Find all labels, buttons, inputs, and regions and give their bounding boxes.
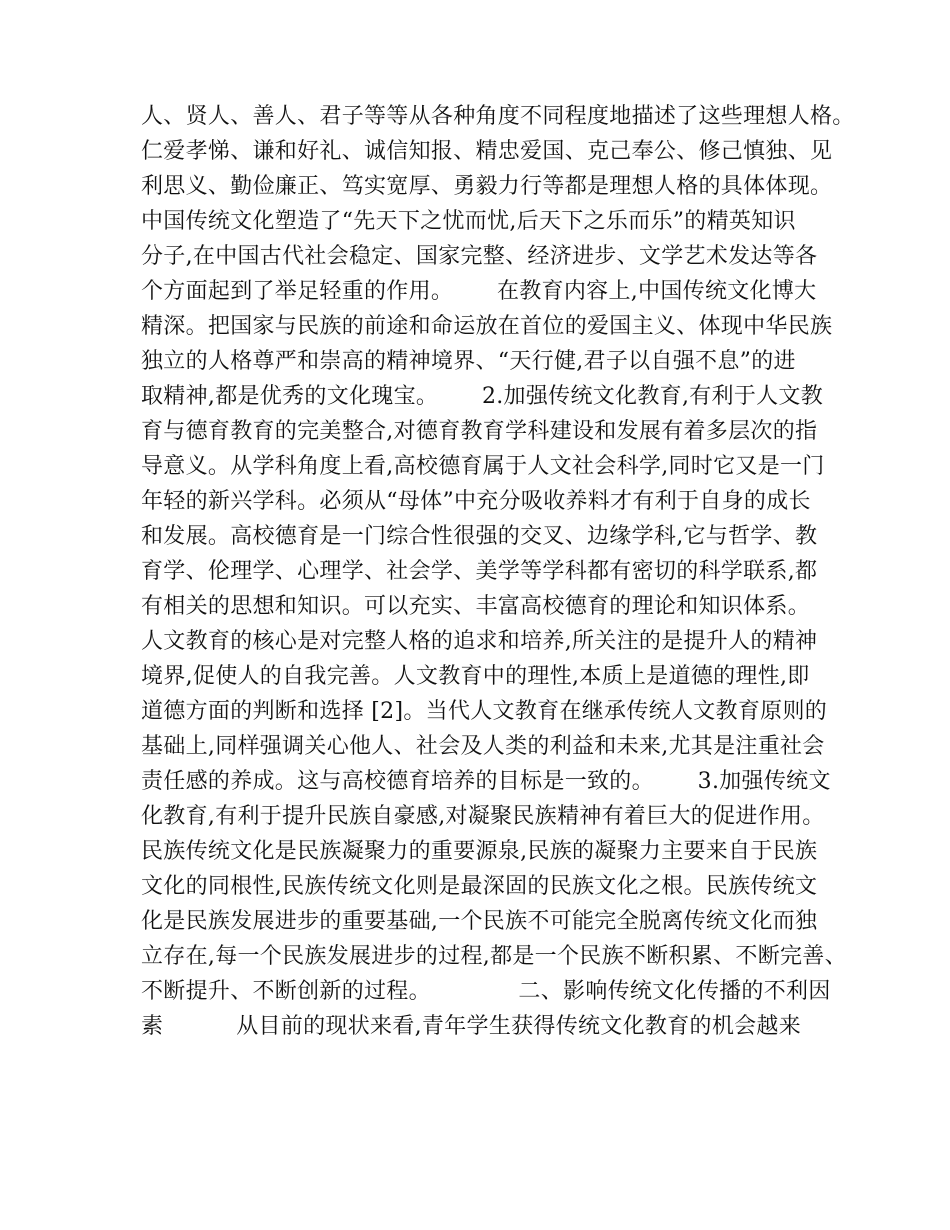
text-line: 中国传统文化塑造了“先天下之忧而忧,后天下之乐而乐”的精英知识 xyxy=(141,209,796,234)
text-line: 文化的同根性,民族传统文化则是最深固的民族文化之根。民族传统文 xyxy=(141,874,818,899)
text-line: 化教育,有利于提升民族自豪感,对凝聚民族精神有着巨大的促进作用。 xyxy=(141,804,825,829)
text-line: 不断提升、不断创新的过程。 二、影响传统文化传播的不利因 xyxy=(141,979,831,1004)
text-line: 导意义。从学科角度上看,高校德育属于人文社会科学,同时它又是一门 xyxy=(141,454,825,479)
text-line: 人文教育的核心是对完整人格的追求和培养,所关注的是提升人的精神 xyxy=(141,629,818,654)
text-line: 道德方面的判断和选择 [2]。当代人文教育在继承传统人文教育原则的 xyxy=(141,699,828,724)
text-line: 利思义、勤俭廉正、笃实宽厚、勇毅力行等都是理想人格的具体体现。 xyxy=(141,174,833,199)
text-line: 取精神,都是优秀的文化瑰宝。 2.加强传统文化教育,有利于人文教 xyxy=(141,384,824,409)
text-line: 育与德育教育的完美整合,对德育教育学科建设和发展有着多层次的指 xyxy=(141,419,818,444)
text-line: 民族传统文化是民族凝聚力的重要源泉,民族的凝聚力主要来自于民族 xyxy=(141,839,818,864)
text-line: 素 从目前的现状来看,青年学生获得传统文化教育的机会越来 xyxy=(141,1014,802,1039)
text-line: 立存在,每一个民族发展进步的过程,都是一个民族不断积累、不断完善、 xyxy=(141,944,847,969)
text-line: 精深。把国家与民族的前途和命运放在首位的爱国主义、体现中华民族 xyxy=(141,314,833,339)
text-line: 人、贤人、善人、君子等等从各种角度不同程度地描述了这些理想人格。 xyxy=(141,104,855,129)
text-line: 个方面起到了举足轻重的作用。 在教育内容上,中国传统文化博大 xyxy=(141,279,817,304)
text-line: 责任感的养成。这与高校德育培养的目标是一致的。 3.加强传统文 xyxy=(141,769,831,794)
text-line: 基础上,同样强调关心他人、社会及人类的利益和未来,尤其是注重社会 xyxy=(141,734,825,759)
text-line: 育学、伦理学、心理学、社会学、美学等学科都有密切的科学联系,都 xyxy=(141,559,818,584)
text-line: 仁爱孝悌、谦和好礼、诚信知报、精忠爱国、克己奉公、修己慎独、见 xyxy=(141,139,833,164)
text-line: 分子,在中国古代社会稳定、国家完整、经济进步、文学艺术发达等各 xyxy=(141,244,818,269)
text-line: 有相关的思想和知识。可以充实、丰富高校德育的理论和知识体系。 xyxy=(141,594,811,619)
body-text xyxy=(141,99,855,1044)
text-line: 化是民族发展进步的重要基础,一个民族不可能完全脱离传统文化而独 xyxy=(141,909,818,934)
text-line: 境界,促使人的自我完善。人文教育中的理性,本质上是道德的理性,即 xyxy=(141,664,810,689)
text-line: 年轻的新兴学科。必须从“母体”中充分吸收养料才有利于自身的成长 xyxy=(141,489,811,514)
text-line: 独立的人格尊严和崇高的精神境界、“天行健,君子以自强不息”的进 xyxy=(141,349,796,374)
text-line: 和发展。高校德育是一门综合性很强的交叉、边缘学科,它与哲学、教 xyxy=(141,524,818,549)
